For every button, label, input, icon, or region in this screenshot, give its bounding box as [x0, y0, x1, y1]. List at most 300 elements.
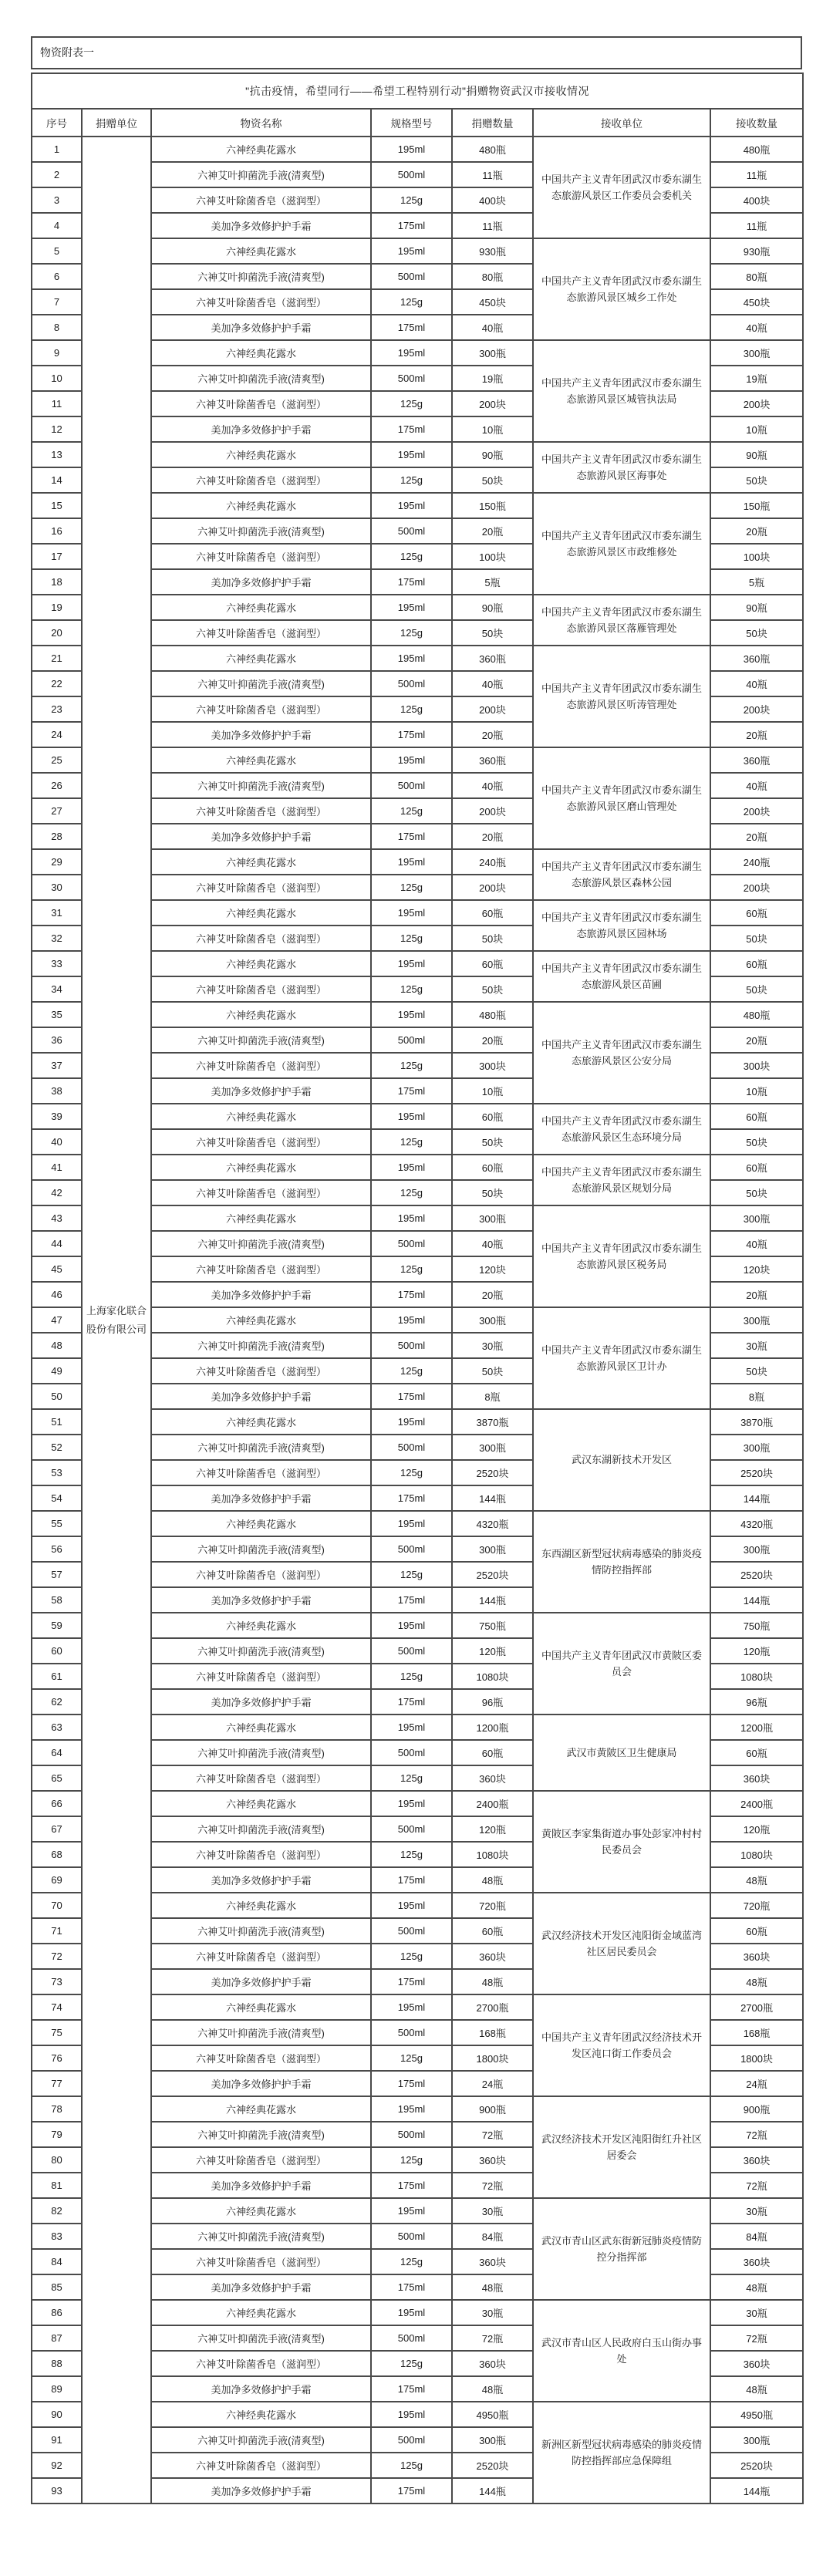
receiver-cell: 中国共产主义青年团武汉经济技术开发区沌口街工作委员会 [533, 1994, 710, 2096]
spec-cell: 500ml [371, 2224, 452, 2249]
receiver-cell: 中国共产主义青年团武汉市委东湖生态旅游风景区森林公园 [533, 849, 710, 900]
spec-cell: 195ml [371, 442, 452, 467]
spec-cell: 125g [371, 2147, 452, 2173]
donated-qty-cell: 2520块 [452, 2453, 533, 2478]
received-qty-cell: 900瓶 [710, 2096, 803, 2122]
spec-cell: 125g [371, 620, 452, 646]
received-qty-cell: 1800块 [710, 2045, 803, 2071]
donated-qty-cell: 300瓶 [452, 1307, 533, 1333]
spec-cell: 125g [371, 2045, 452, 2071]
spec-cell: 125g [371, 798, 452, 824]
spec-cell: 195ml [371, 747, 452, 773]
received-qty-cell: 48瓶 [710, 1867, 803, 1893]
row-number-cell: 50 [32, 1384, 82, 1409]
received-qty-cell: 96瓶 [710, 1689, 803, 1715]
received-qty-cell: 300瓶 [710, 1307, 803, 1333]
donated-qty-cell: 240瓶 [452, 849, 533, 875]
receiver-cell: 中国共产主义青年团武汉市委东湖生态旅游风景区税务局 [533, 1205, 710, 1307]
donated-qty-cell: 120瓶 [452, 1816, 533, 1842]
donated-qty-cell: 10瓶 [452, 416, 533, 442]
received-qty-cell: 40瓶 [710, 671, 803, 696]
received-qty-cell: 48瓶 [710, 2274, 803, 2300]
row-number-cell: 91 [32, 2427, 82, 2453]
row-number-cell: 63 [32, 1715, 82, 1740]
row-number-cell: 60 [32, 1638, 82, 1664]
item-name-cell: 六神艾叶除菌香皂（滋润型） [151, 1460, 371, 1485]
spec-cell: 175ml [371, 1689, 452, 1715]
received-qty-cell: 100块 [710, 544, 803, 569]
donated-qty-cell: 360瓶 [452, 747, 533, 773]
spec-cell: 500ml [371, 1638, 452, 1664]
row-number-cell: 89 [32, 2376, 82, 2402]
donated-qty-cell: 480瓶 [452, 1002, 533, 1027]
item-name-cell: 美加净多效修护护手霜 [151, 824, 371, 849]
table-body [32, 137, 803, 2504]
item-name-cell: 六神艾叶除菌香皂（滋润型） [151, 1664, 371, 1689]
donated-qty-cell: 60瓶 [452, 1740, 533, 1765]
row-number-cell: 78 [32, 2096, 82, 2122]
received-qty-cell: 200块 [710, 391, 803, 416]
received-qty-cell: 240瓶 [710, 849, 803, 875]
item-name-cell: 六神经典花露水 [151, 747, 371, 773]
receiver-cell: 中国共产主义青年团武汉市委东湖生态旅游风景区规划分局 [533, 1155, 710, 1205]
row-number-cell: 49 [32, 1358, 82, 1384]
donated-qty-cell: 480瓶 [452, 137, 533, 162]
donated-qty-cell: 168瓶 [452, 2020, 533, 2045]
received-qty-cell: 48瓶 [710, 1969, 803, 1994]
row-number-cell: 5 [32, 238, 82, 264]
item-name-cell: 六神经典花露水 [151, 1104, 371, 1129]
donated-qty-cell: 930瓶 [452, 238, 533, 264]
spec-cell: 175ml [371, 2071, 452, 2096]
row-number-cell: 1 [32, 137, 82, 162]
received-qty-cell: 4950瓶 [710, 2402, 803, 2427]
donated-qty-cell: 20瓶 [452, 722, 533, 747]
row-number-cell: 43 [32, 1205, 82, 1231]
spec-cell: 500ml [371, 1816, 452, 1842]
table-row [32, 137, 803, 162]
spec-cell: 125g [371, 467, 452, 493]
spec-cell: 175ml [371, 2478, 452, 2504]
row-number-cell: 61 [32, 1664, 82, 1689]
received-qty-cell: 19瓶 [710, 366, 803, 391]
spec-cell: 125g [371, 1460, 452, 1485]
item-name-cell: 六神艾叶除菌香皂（滋润型） [151, 798, 371, 824]
row-number-cell: 71 [32, 1918, 82, 1944]
row-number-cell: 76 [32, 2045, 82, 2071]
donated-qty-cell: 48瓶 [452, 1969, 533, 1994]
row-number-cell: 59 [32, 1613, 82, 1638]
donated-qty-cell: 360块 [452, 1944, 533, 1969]
donation-table [31, 72, 804, 2504]
item-name-cell: 美加净多效修护护手霜 [151, 2478, 371, 2504]
received-qty-cell: 200块 [710, 875, 803, 900]
column-header: 接收单位 [533, 109, 710, 137]
row-number-cell: 39 [32, 1104, 82, 1129]
spec-cell: 500ml [371, 162, 452, 187]
row-number-cell: 57 [32, 1562, 82, 1587]
donated-qty-cell: 200块 [452, 798, 533, 824]
received-qty-cell: 50块 [710, 620, 803, 646]
donated-qty-cell: 144瓶 [452, 1485, 533, 1511]
item-name-cell: 美加净多效修护护手霜 [151, 1078, 371, 1104]
received-qty-cell: 2520块 [710, 2453, 803, 2478]
donated-qty-cell: 4950瓶 [452, 2402, 533, 2427]
donated-qty-cell: 96瓶 [452, 1689, 533, 1715]
spec-cell: 125g [371, 289, 452, 315]
receiver-cell: 中国共产主义青年团武汉市委东湖生态旅游风景区磨山管理处 [533, 747, 710, 849]
received-qty-cell: 80瓶 [710, 264, 803, 289]
item-name-cell: 六神艾叶除菌香皂（滋润型） [151, 391, 371, 416]
row-number-cell: 30 [32, 875, 82, 900]
donated-qty-cell: 90瓶 [452, 595, 533, 620]
receiver-cell: 武汉经济技术开发区沌阳街金域蓝湾社区居民委员会 [533, 1893, 710, 1994]
row-number-cell: 3 [32, 187, 82, 213]
item-name-cell: 六神艾叶除菌香皂（滋润型） [151, 2453, 371, 2478]
item-name-cell: 美加净多效修护护手霜 [151, 1969, 371, 1994]
row-number-cell: 51 [32, 1409, 82, 1435]
item-name-cell: 美加净多效修护护手霜 [151, 2274, 371, 2300]
received-qty-cell: 50块 [710, 1358, 803, 1384]
donated-qty-cell: 1200瓶 [452, 1715, 533, 1740]
donated-qty-cell: 360瓶 [452, 646, 533, 671]
row-number-cell: 12 [32, 416, 82, 442]
spec-cell: 500ml [371, 2427, 452, 2453]
receiver-cell: 中国共产主义青年团武汉市委东湖生态旅游风景区听涛管理处 [533, 646, 710, 747]
received-qty-cell: 50块 [710, 976, 803, 1002]
row-number-cell: 33 [32, 951, 82, 976]
row-number-cell: 77 [32, 2071, 82, 2096]
donated-qty-cell: 48瓶 [452, 2376, 533, 2402]
received-qty-cell: 360块 [710, 2147, 803, 2173]
donation-sheet [31, 36, 802, 2504]
donated-qty-cell: 300块 [452, 1053, 533, 1078]
row-number-cell: 84 [32, 2249, 82, 2274]
item-name-cell: 六神艾叶除菌香皂（滋润型） [151, 1129, 371, 1155]
spec-cell: 125g [371, 1129, 452, 1155]
item-name-cell: 六神艾叶抑菌洗手液(清爽型) [151, 518, 371, 544]
row-number-cell: 88 [32, 2351, 82, 2376]
spec-cell: 195ml [371, 1893, 452, 1918]
spec-cell: 175ml [371, 213, 452, 238]
row-number-cell: 7 [32, 289, 82, 315]
item-name-cell: 美加净多效修护护手霜 [151, 315, 371, 340]
donated-qty-cell: 2520块 [452, 1460, 533, 1485]
item-name-cell: 六神经典花露水 [151, 1715, 371, 1740]
received-qty-cell: 930瓶 [710, 238, 803, 264]
item-name-cell: 六神经典花露水 [151, 900, 371, 926]
donated-qty-cell: 11瓶 [452, 213, 533, 238]
item-name-cell: 美加净多效修护护手霜 [151, 1384, 371, 1409]
row-number-cell: 48 [32, 1333, 82, 1358]
row-number-cell: 11 [32, 391, 82, 416]
donated-qty-cell: 50块 [452, 620, 533, 646]
received-qty-cell: 120块 [710, 1256, 803, 1282]
table-title: "抗击疫情，希望同行——希望工程特别行动"捐赠物资武汉市接收情况 [32, 73, 803, 109]
item-name-cell: 六神经典花露水 [151, 1511, 371, 1536]
receiver-cell: 中国共产主义青年团武汉市委东湖生态旅游风景区城管执法局 [533, 340, 710, 442]
receiver-cell: 武汉市青山区武东街新冠肺炎疫情防控分指挥部 [533, 2198, 710, 2300]
spec-cell: 195ml [371, 951, 452, 976]
row-number-cell: 93 [32, 2478, 82, 2504]
item-name-cell: 六神艾叶抑菌洗手液(清爽型) [151, 2427, 371, 2453]
spec-cell: 175ml [371, 1485, 452, 1511]
spec-cell: 195ml [371, 137, 452, 162]
donated-qty-cell: 84瓶 [452, 2224, 533, 2249]
received-qty-cell: 40瓶 [710, 315, 803, 340]
received-qty-cell: 50块 [710, 467, 803, 493]
row-number-cell: 69 [32, 1867, 82, 1893]
item-name-cell: 六神经典花露水 [151, 1002, 371, 1027]
receiver-cell: 中国共产主义青年团武汉市委东湖生态旅游风景区工作委员会委机关 [533, 137, 710, 238]
spec-cell: 125g [371, 976, 452, 1002]
row-number-cell: 53 [32, 1460, 82, 1485]
donated-qty-cell: 50块 [452, 976, 533, 1002]
received-qty-cell: 300瓶 [710, 1435, 803, 1460]
spec-cell: 125g [371, 1180, 452, 1205]
item-name-cell: 美加净多效修护护手霜 [151, 1587, 371, 1613]
row-number-cell: 52 [32, 1435, 82, 1460]
item-name-cell: 美加净多效修护护手霜 [151, 2376, 371, 2402]
spec-cell: 195ml [371, 2402, 452, 2427]
row-number-cell: 56 [32, 1536, 82, 1562]
row-number-cell: 41 [32, 1155, 82, 1180]
donated-qty-cell: 5瓶 [452, 569, 533, 595]
spec-cell: 500ml [371, 264, 452, 289]
received-qty-cell: 480瓶 [710, 137, 803, 162]
donated-qty-cell: 720瓶 [452, 1893, 533, 1918]
item-name-cell: 六神艾叶抑菌洗手液(清爽型) [151, 1740, 371, 1765]
donated-qty-cell: 40瓶 [452, 773, 533, 798]
donated-qty-cell: 3870瓶 [452, 1409, 533, 1435]
spec-cell: 175ml [371, 2274, 452, 2300]
item-name-cell: 六神经典花露水 [151, 2402, 371, 2427]
received-qty-cell: 360块 [710, 1765, 803, 1791]
item-name-cell: 六神经典花露水 [151, 1307, 371, 1333]
spec-cell: 125g [371, 544, 452, 569]
item-name-cell: 六神经典花露水 [151, 1893, 371, 1918]
donated-qty-cell: 2520块 [452, 1562, 533, 1587]
spec-cell: 500ml [371, 1027, 452, 1053]
spec-cell: 500ml [371, 366, 452, 391]
spec-cell: 500ml [371, 2122, 452, 2147]
receiver-cell: 中国共产主义青年团武汉市委东湖生态旅游风景区海事处 [533, 442, 710, 493]
donated-qty-cell: 30瓶 [452, 1333, 533, 1358]
donated-qty-cell: 144瓶 [452, 2478, 533, 2504]
donated-qty-cell: 48瓶 [452, 2274, 533, 2300]
item-name-cell: 六神艾叶抑菌洗手液(清爽型) [151, 1536, 371, 1562]
row-number-cell: 8 [32, 315, 82, 340]
row-number-cell: 26 [32, 773, 82, 798]
received-qty-cell: 300瓶 [710, 1205, 803, 1231]
row-number-cell: 40 [32, 1129, 82, 1155]
item-name-cell: 六神艾叶除菌香皂（滋润型） [151, 1765, 371, 1791]
spec-cell: 195ml [371, 595, 452, 620]
donated-qty-cell: 60瓶 [452, 1918, 533, 1944]
row-number-cell: 6 [32, 264, 82, 289]
item-name-cell: 六神经典花露水 [151, 1613, 371, 1638]
item-name-cell: 六神经典花露水 [151, 442, 371, 467]
row-number-cell: 14 [32, 467, 82, 493]
donated-qty-cell: 50块 [452, 926, 533, 951]
spec-cell: 125g [371, 1562, 452, 1587]
row-number-cell: 64 [32, 1740, 82, 1765]
received-qty-cell: 750瓶 [710, 1613, 803, 1638]
donated-qty-cell: 11瓶 [452, 162, 533, 187]
received-qty-cell: 50块 [710, 926, 803, 951]
donated-qty-cell: 300瓶 [452, 1205, 533, 1231]
donated-qty-cell: 360块 [452, 2249, 533, 2274]
item-name-cell: 六神经典花露水 [151, 238, 371, 264]
row-number-cell: 42 [32, 1180, 82, 1205]
item-name-cell: 六神艾叶除菌香皂（滋润型） [151, 620, 371, 646]
item-name-cell: 六神经典花露水 [151, 2198, 371, 2224]
spec-cell: 195ml [371, 2096, 452, 2122]
row-number-cell: 27 [32, 798, 82, 824]
donated-qty-cell: 50块 [452, 1129, 533, 1155]
item-name-cell: 美加净多效修护护手霜 [151, 416, 371, 442]
received-qty-cell: 60瓶 [710, 900, 803, 926]
received-qty-cell: 144瓶 [710, 1587, 803, 1613]
received-qty-cell: 300瓶 [710, 2427, 803, 2453]
receiver-cell: 武汉东湖新技术开发区 [533, 1409, 710, 1511]
received-qty-cell: 72瓶 [710, 2325, 803, 2351]
donated-qty-cell: 300瓶 [452, 1536, 533, 1562]
item-name-cell: 六神经典花露水 [151, 1994, 371, 2020]
row-number-cell: 85 [32, 2274, 82, 2300]
receiver-cell: 中国共产主义青年团武汉市委东湖生态旅游风景区公安分局 [533, 1002, 710, 1104]
item-name-cell: 六神艾叶抑菌洗手液(清爽型) [151, 1333, 371, 1358]
row-number-cell: 75 [32, 2020, 82, 2045]
item-name-cell: 美加净多效修护护手霜 [151, 2071, 371, 2096]
donated-qty-cell: 750瓶 [452, 1613, 533, 1638]
receiver-cell: 中国共产主义青年团武汉市黄陂区委员会 [533, 1613, 710, 1715]
row-number-cell: 13 [32, 442, 82, 467]
spec-cell: 195ml [371, 900, 452, 926]
received-qty-cell: 72瓶 [710, 2173, 803, 2198]
row-number-cell: 20 [32, 620, 82, 646]
received-qty-cell: 300瓶 [710, 1536, 803, 1562]
item-name-cell: 六神艾叶抑菌洗手液(清爽型) [151, 1231, 371, 1256]
spec-cell: 125g [371, 875, 452, 900]
row-number-cell: 35 [32, 1002, 82, 1027]
spec-cell: 125g [371, 2351, 452, 2376]
item-name-cell: 六神经典花露水 [151, 137, 371, 162]
donated-qty-cell: 72瓶 [452, 2325, 533, 2351]
item-name-cell: 六神经典花露水 [151, 646, 371, 671]
spec-cell: 195ml [371, 238, 452, 264]
spec-cell: 500ml [371, 2325, 452, 2351]
receiver-cell: 黄陂区李家集街道办事处彭家冲村村民委员会 [533, 1791, 710, 1893]
spec-cell: 125g [371, 1053, 452, 1078]
donated-qty-cell: 50块 [452, 467, 533, 493]
spec-cell: 195ml [371, 493, 452, 518]
received-qty-cell: 40瓶 [710, 773, 803, 798]
item-name-cell: 六神经典花露水 [151, 849, 371, 875]
received-qty-cell: 200块 [710, 798, 803, 824]
header-row [32, 109, 803, 137]
item-name-cell: 六神艾叶除菌香皂（滋润型） [151, 1358, 371, 1384]
item-name-cell: 六神经典花露水 [151, 1205, 371, 1231]
row-number-cell: 47 [32, 1307, 82, 1333]
spec-cell: 195ml [371, 1104, 452, 1129]
donated-qty-cell: 120块 [452, 1256, 533, 1282]
row-number-cell: 32 [32, 926, 82, 951]
donated-qty-cell: 300瓶 [452, 2427, 533, 2453]
spec-cell: 125g [371, 1944, 452, 1969]
donated-qty-cell: 60瓶 [452, 900, 533, 926]
spec-cell: 175ml [371, 2376, 452, 2402]
spec-cell: 175ml [371, 2173, 452, 2198]
row-number-cell: 45 [32, 1256, 82, 1282]
item-name-cell: 六神艾叶除菌香皂（滋润型） [151, 1842, 371, 1867]
donated-qty-cell: 19瓶 [452, 366, 533, 391]
row-number-cell: 10 [32, 366, 82, 391]
row-number-cell: 66 [32, 1791, 82, 1816]
donated-qty-cell: 48瓶 [452, 1867, 533, 1893]
row-number-cell: 19 [32, 595, 82, 620]
spec-cell: 195ml [371, 646, 452, 671]
donated-qty-cell: 20瓶 [452, 518, 533, 544]
received-qty-cell: 200块 [710, 696, 803, 722]
received-qty-cell: 360瓶 [710, 747, 803, 773]
row-number-cell: 23 [32, 696, 82, 722]
donated-qty-cell: 20瓶 [452, 1282, 533, 1307]
spec-cell: 125g [371, 187, 452, 213]
receiver-cell: 中国共产主义青年团武汉市委东湖生态旅游风景区城乡工作处 [533, 238, 710, 340]
column-header: 序号 [32, 109, 82, 137]
receiver-cell: 新洲区新型冠状病毒感染的肺炎疫情防控指挥部应急保障组 [533, 2402, 710, 2504]
receiver-cell: 中国共产主义青年团武汉市委东湖生态旅游风景区市政维修处 [533, 493, 710, 595]
row-number-cell: 79 [32, 2122, 82, 2147]
item-name-cell: 六神艾叶除菌香皂（滋润型） [151, 875, 371, 900]
received-qty-cell: 360块 [710, 1944, 803, 1969]
item-name-cell: 美加净多效修护护手霜 [151, 2173, 371, 2198]
item-name-cell: 美加净多效修护护手霜 [151, 1282, 371, 1307]
receiver-cell: 中国共产主义青年团武汉市委东湖生态旅游风景区苗圃 [533, 951, 710, 1002]
spec-cell: 195ml [371, 1409, 452, 1435]
received-qty-cell: 40瓶 [710, 1231, 803, 1256]
received-qty-cell: 1200瓶 [710, 1715, 803, 1740]
row-number-cell: 25 [32, 747, 82, 773]
spec-cell: 175ml [371, 1969, 452, 1994]
donated-qty-cell: 360块 [452, 2147, 533, 2173]
donated-qty-cell: 40瓶 [452, 315, 533, 340]
item-name-cell: 六神艾叶抑菌洗手液(清爽型) [151, 1027, 371, 1053]
spec-cell: 500ml [371, 1231, 452, 1256]
received-qty-cell: 50块 [710, 1129, 803, 1155]
spec-cell: 195ml [371, 340, 452, 366]
received-qty-cell: 10瓶 [710, 1078, 803, 1104]
donated-qty-cell: 40瓶 [452, 671, 533, 696]
spec-cell: 175ml [371, 1867, 452, 1893]
row-number-cell: 92 [32, 2453, 82, 2478]
donated-qty-cell: 90瓶 [452, 442, 533, 467]
donated-qty-cell: 200块 [452, 391, 533, 416]
row-number-cell: 70 [32, 1893, 82, 1918]
receiver-cell: 武汉市青山区人民政府白玉山街办事处 [533, 2300, 710, 2402]
spec-cell: 175ml [371, 1282, 452, 1307]
received-qty-cell: 168瓶 [710, 2020, 803, 2045]
donated-qty-cell: 50块 [452, 1358, 533, 1384]
item-name-cell: 美加净多效修护护手霜 [151, 1485, 371, 1511]
column-header: 接收数量 [710, 109, 803, 137]
spec-cell: 500ml [371, 1435, 452, 1460]
item-name-cell: 六神艾叶除菌香皂（滋润型） [151, 976, 371, 1002]
spec-cell: 125g [371, 1358, 452, 1384]
donated-qty-cell: 50块 [452, 1180, 533, 1205]
donor-cell: 上海家化联合股份有限公司 [82, 137, 151, 2504]
